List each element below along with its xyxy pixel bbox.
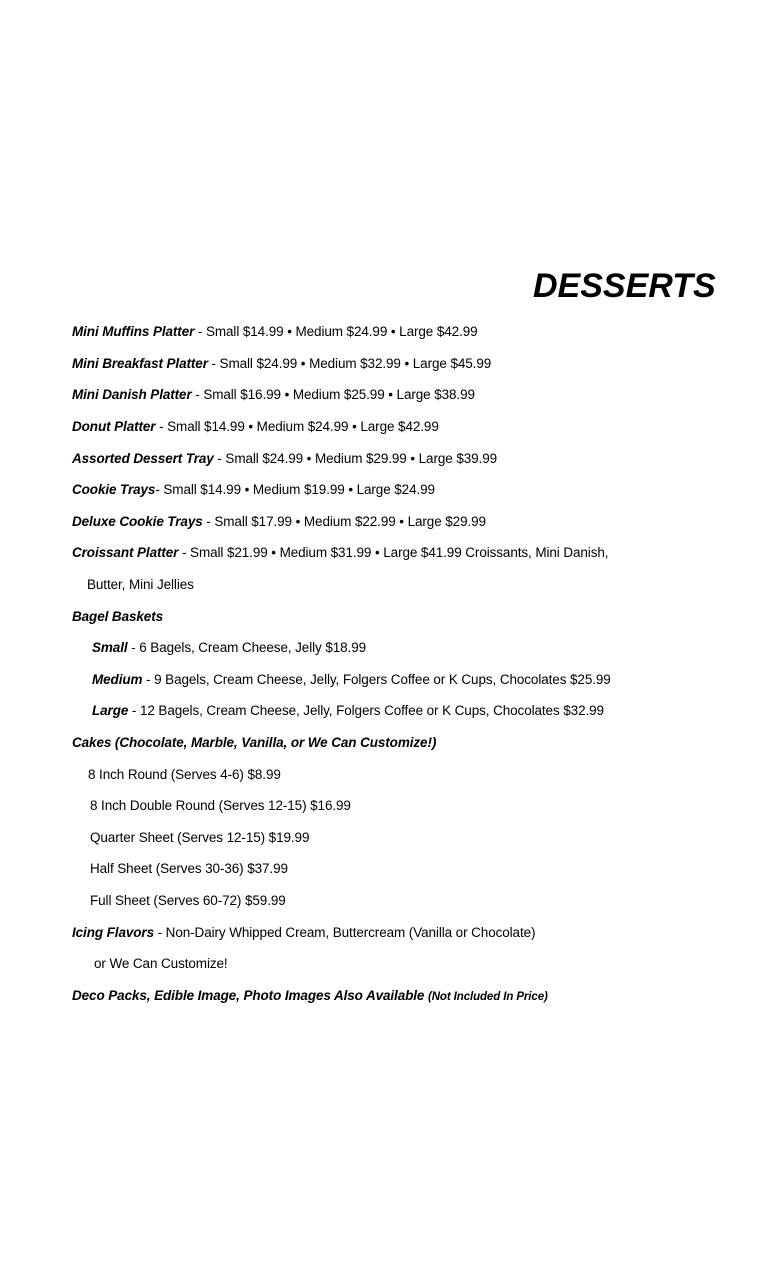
deco-price-note: (Not Included In Price): [427, 991, 548, 1003]
size-name: Small: [92, 640, 128, 655]
size-name: Large: [92, 703, 129, 718]
item-name: Mini Muffins Platter: [72, 324, 195, 339]
menu-item: [72, 449, 497, 469]
cake-size: Quarter Sheet (Serves 12-15) $19.99: [90, 830, 310, 845]
item-name: Cookie Trays: [72, 482, 156, 497]
menu-item: [72, 354, 491, 374]
menu-item: [72, 512, 486, 532]
bagel-size: [92, 701, 604, 721]
item-details: - Small $24.99 • Medium $29.99 • Large $39.99: [213, 451, 498, 466]
item-name: Donut Platter: [72, 419, 156, 434]
item-details: - Small $24.99 • Medium $32.99 • Large $45.99: [207, 356, 492, 371]
cake-size: 8 Inch Round (Serves 4-6) $8.99: [88, 767, 281, 782]
size-details: - 9 Bagels, Cream Cheese, Jelly, Folgers Coffee or K Cups, Chocolates $25.99: [142, 672, 611, 687]
item-name: Deluxe Cookie Trays: [72, 514, 203, 529]
item-continuation: Butter, Mini Jellies: [87, 577, 194, 592]
item-name: Croissant Platter: [72, 545, 179, 560]
item-details: - Small $14.99 • Medium $24.99 • Large $42.99: [155, 419, 439, 434]
cake-size: 8 Inch Double Round (Serves 12-15) $16.99: [90, 798, 351, 813]
menu-item: [72, 543, 608, 563]
menu-item: [72, 417, 439, 437]
size-details: - 12 Bagels, Cream Cheese, Jelly, Folgers Coffee or K Cups, Chocolates $32.99: [128, 703, 604, 718]
item-details: - Small $16.99 • Medium $25.99 • Large $38.99: [191, 387, 475, 402]
size-details: - 6 Bagels, Cream Cheese, Jelly $18.99: [127, 640, 367, 655]
cakes-heading: Cakes (Chocolate, Marble, Vanilla, or We Can Customize!): [72, 735, 437, 750]
deco-note: [72, 986, 548, 1006]
deco-text: Deco Packs, Edible Image, Photo Images Also Available: [72, 988, 425, 1003]
icing-name: Icing Flavors: [72, 925, 154, 940]
page-title: DESSERTS: [533, 267, 716, 305]
item-name: Assorted Dessert Tray: [72, 451, 214, 466]
size-name: Medium: [92, 672, 143, 687]
item-details: - Small $14.99 • Medium $24.99 • Large $42.99: [194, 324, 478, 339]
bagel-heading: Bagel Baskets: [72, 609, 163, 624]
menu-item: [72, 385, 475, 405]
menu-item: [72, 480, 435, 500]
icing-continuation: or We Can Customize!: [94, 956, 228, 971]
item-name: Mini Danish Platter: [72, 387, 192, 402]
bagel-size: [92, 638, 366, 658]
cake-size: Full Sheet (Serves 60-72) $59.99: [90, 893, 286, 908]
item-details: - Small $17.99 • Medium $22.99 • Large $29.99: [202, 514, 486, 529]
bagel-size: [92, 670, 611, 690]
menu-item: [72, 322, 478, 342]
item-details: - Small $21.99 • Medium $31.99 • Large $41.99 Croissants, Mini Danish,: [178, 545, 609, 560]
cake-size: Half Sheet (Serves 30-36) $37.99: [90, 861, 288, 876]
icing-flavors: [72, 923, 535, 943]
item-details: - Small $14.99 • Medium $19.99 • Large $24.99: [155, 482, 435, 497]
item-name: Mini Breakfast Platter: [72, 356, 208, 371]
icing-details: - Non-Dairy Whipped Cream, Buttercream (Vanilla or Chocolate): [153, 925, 536, 940]
